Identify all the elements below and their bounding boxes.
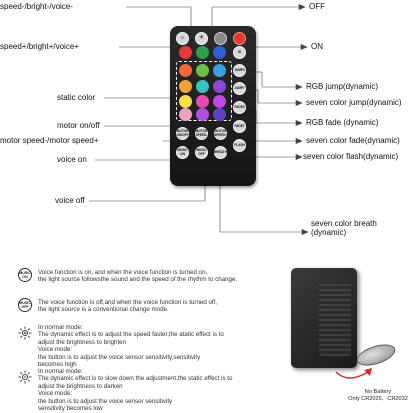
legend-text-line: the button is to adjust the voice sensor sensitivity — [38, 397, 173, 405]
remote-back — [291, 268, 357, 368]
battery-note — [345, 389, 411, 402]
color-indigo-button[interactable] — [213, 108, 226, 121]
battery-note-line2: Only CR2025、CR2032 — [348, 395, 408, 402]
legend-text-line: the button is to adjust the voice sensor sensitivity,sensitivity — [38, 353, 201, 361]
callout-seven-breath-line1: seven color breath — [311, 219, 377, 228]
sun-plus-icon: ☀ — [198, 34, 205, 41]
callout-speed-down: speed-/bright-/voice- — [0, 2, 73, 11]
color-pink-button[interactable] — [196, 95, 209, 108]
color-skyblue-button[interactable] — [213, 64, 226, 77]
sun-minus-icon: ☼ — [179, 34, 186, 41]
callout-voice-on: voice on — [57, 155, 87, 164]
remote-back-label — [319, 282, 351, 356]
legend-text-line: adjust the brightness to darken — [38, 382, 123, 390]
callout-motor-onoff: motor on/off — [57, 121, 100, 130]
music-on-icon: MUSIC ON — [18, 268, 32, 282]
callout-seven-breath — [311, 219, 377, 237]
flash-button[interactable]: FLASH — [233, 139, 246, 152]
callout-seven-jump: seven color jump(dynamic) — [306, 98, 402, 107]
color-orange-button[interactable] — [179, 64, 192, 77]
jump3-button[interactable]: JUMP3 — [233, 64, 246, 77]
legend-text-line: The dynamic effect is to adjust the speed faster,the atatic effect is to — [38, 331, 224, 339]
color-lightgreen-button[interactable] — [196, 64, 209, 77]
legend-text-line: sensitivity becomes low — [38, 405, 103, 413]
speed-up-button[interactable] — [195, 32, 208, 45]
callout-on: ON — [311, 42, 323, 51]
callout-seven-breath-line2: (dynamic) — [311, 228, 347, 237]
color-rose-button[interactable] — [179, 108, 192, 121]
legend-speed-down-text — [38, 368, 270, 412]
music-on-button[interactable]: MUSIC ON — [176, 146, 189, 159]
color-green-button[interactable] — [196, 46, 209, 59]
color-blue-button[interactable] — [213, 46, 226, 59]
legend-speed-up — [18, 326, 268, 374]
legend-speed-down — [18, 370, 268, 413]
motor-speed-down-button[interactable]: MOTOR SPEED- — [195, 127, 208, 140]
fade3-button[interactable]: FADE3 — [233, 101, 246, 114]
legend-music-off-text — [38, 299, 270, 314]
fade7-button[interactable]: FADE7 — [233, 120, 246, 133]
legend-text-line: The voice function is off,and when the voice function is turned off, — [38, 299, 217, 306]
legend-text-line: adjust the brightness to brighten — [38, 338, 127, 346]
music-off-icon: MUSIC OFF — [18, 298, 32, 312]
battery-note-line1: No Battery — [364, 389, 392, 395]
legend-music-on — [18, 268, 268, 288]
legend-text-line: the light source followsthe sound and the speed of the rhythm to change. — [38, 276, 238, 284]
music-off-button[interactable]: MUSIC OFF — [195, 146, 208, 159]
callout-seven-flash: seven color flash(dynamic) — [303, 152, 399, 161]
off-button[interactable] — [214, 32, 227, 45]
callout-motor-speed: motor speed-/motor speed+ — [0, 136, 99, 145]
callout-off: OFF — [309, 2, 325, 11]
legend-text-line: Voice mode: — [38, 390, 73, 398]
motor-onoff-button[interactable]: MOTOR ON/OFF — [176, 127, 189, 140]
legend-text-line: The dynamic effect is to slow down the adjustment,the static effect is to — [38, 375, 233, 383]
legend-music-off — [18, 298, 268, 318]
legend-music-on-text — [38, 269, 270, 284]
legend-text-line: the light source is a conventional change mode. — [38, 306, 169, 314]
legend-text-line: becomes high — [38, 361, 77, 369]
on-button[interactable] — [233, 32, 246, 45]
callout-seven-fade: seven color fade(dynamic) — [306, 136, 400, 145]
color-cyan-button[interactable] — [196, 80, 209, 93]
callout-voice-off: voice off — [55, 196, 85, 205]
color-purple-button[interactable] — [196, 108, 209, 121]
sun-plus-icon — [18, 326, 32, 340]
callout-rgb-jump: RGB jump(dynamic) — [306, 82, 379, 91]
legend-text-line: In normal mode: — [38, 368, 83, 375]
speed-down-button[interactable] — [176, 32, 189, 45]
sun-minus-icon — [18, 370, 32, 384]
legend-speed-up-text — [38, 324, 270, 368]
color-yellow-button[interactable] — [179, 95, 192, 108]
white-button[interactable]: W — [233, 46, 246, 59]
color-violet-button[interactable] — [213, 80, 226, 93]
legend-text-line: Voice mode: — [38, 346, 73, 354]
color-magenta-button[interactable] — [213, 95, 226, 108]
callout-static-color: static color — [57, 93, 96, 102]
color-red-button[interactable] — [179, 46, 192, 59]
legend-text-line: In normal mode: — [38, 324, 83, 331]
callout-speed-up: speed+/bright+/voice+ — [0, 42, 79, 51]
legend-text-line: Voice function is on, and when the voice function is turned on, — [38, 269, 208, 276]
motor-speed-up-button[interactable]: MOTOR SPEED+ — [214, 127, 227, 140]
remote-control — [170, 26, 256, 186]
jump7-button[interactable]: JUMP7 — [233, 82, 246, 95]
callout-rgb-fade: RGB fade (dynamic) — [306, 118, 379, 127]
color-amber-button[interactable] — [179, 80, 192, 93]
breath-button[interactable]: BREATH — [214, 146, 227, 159]
